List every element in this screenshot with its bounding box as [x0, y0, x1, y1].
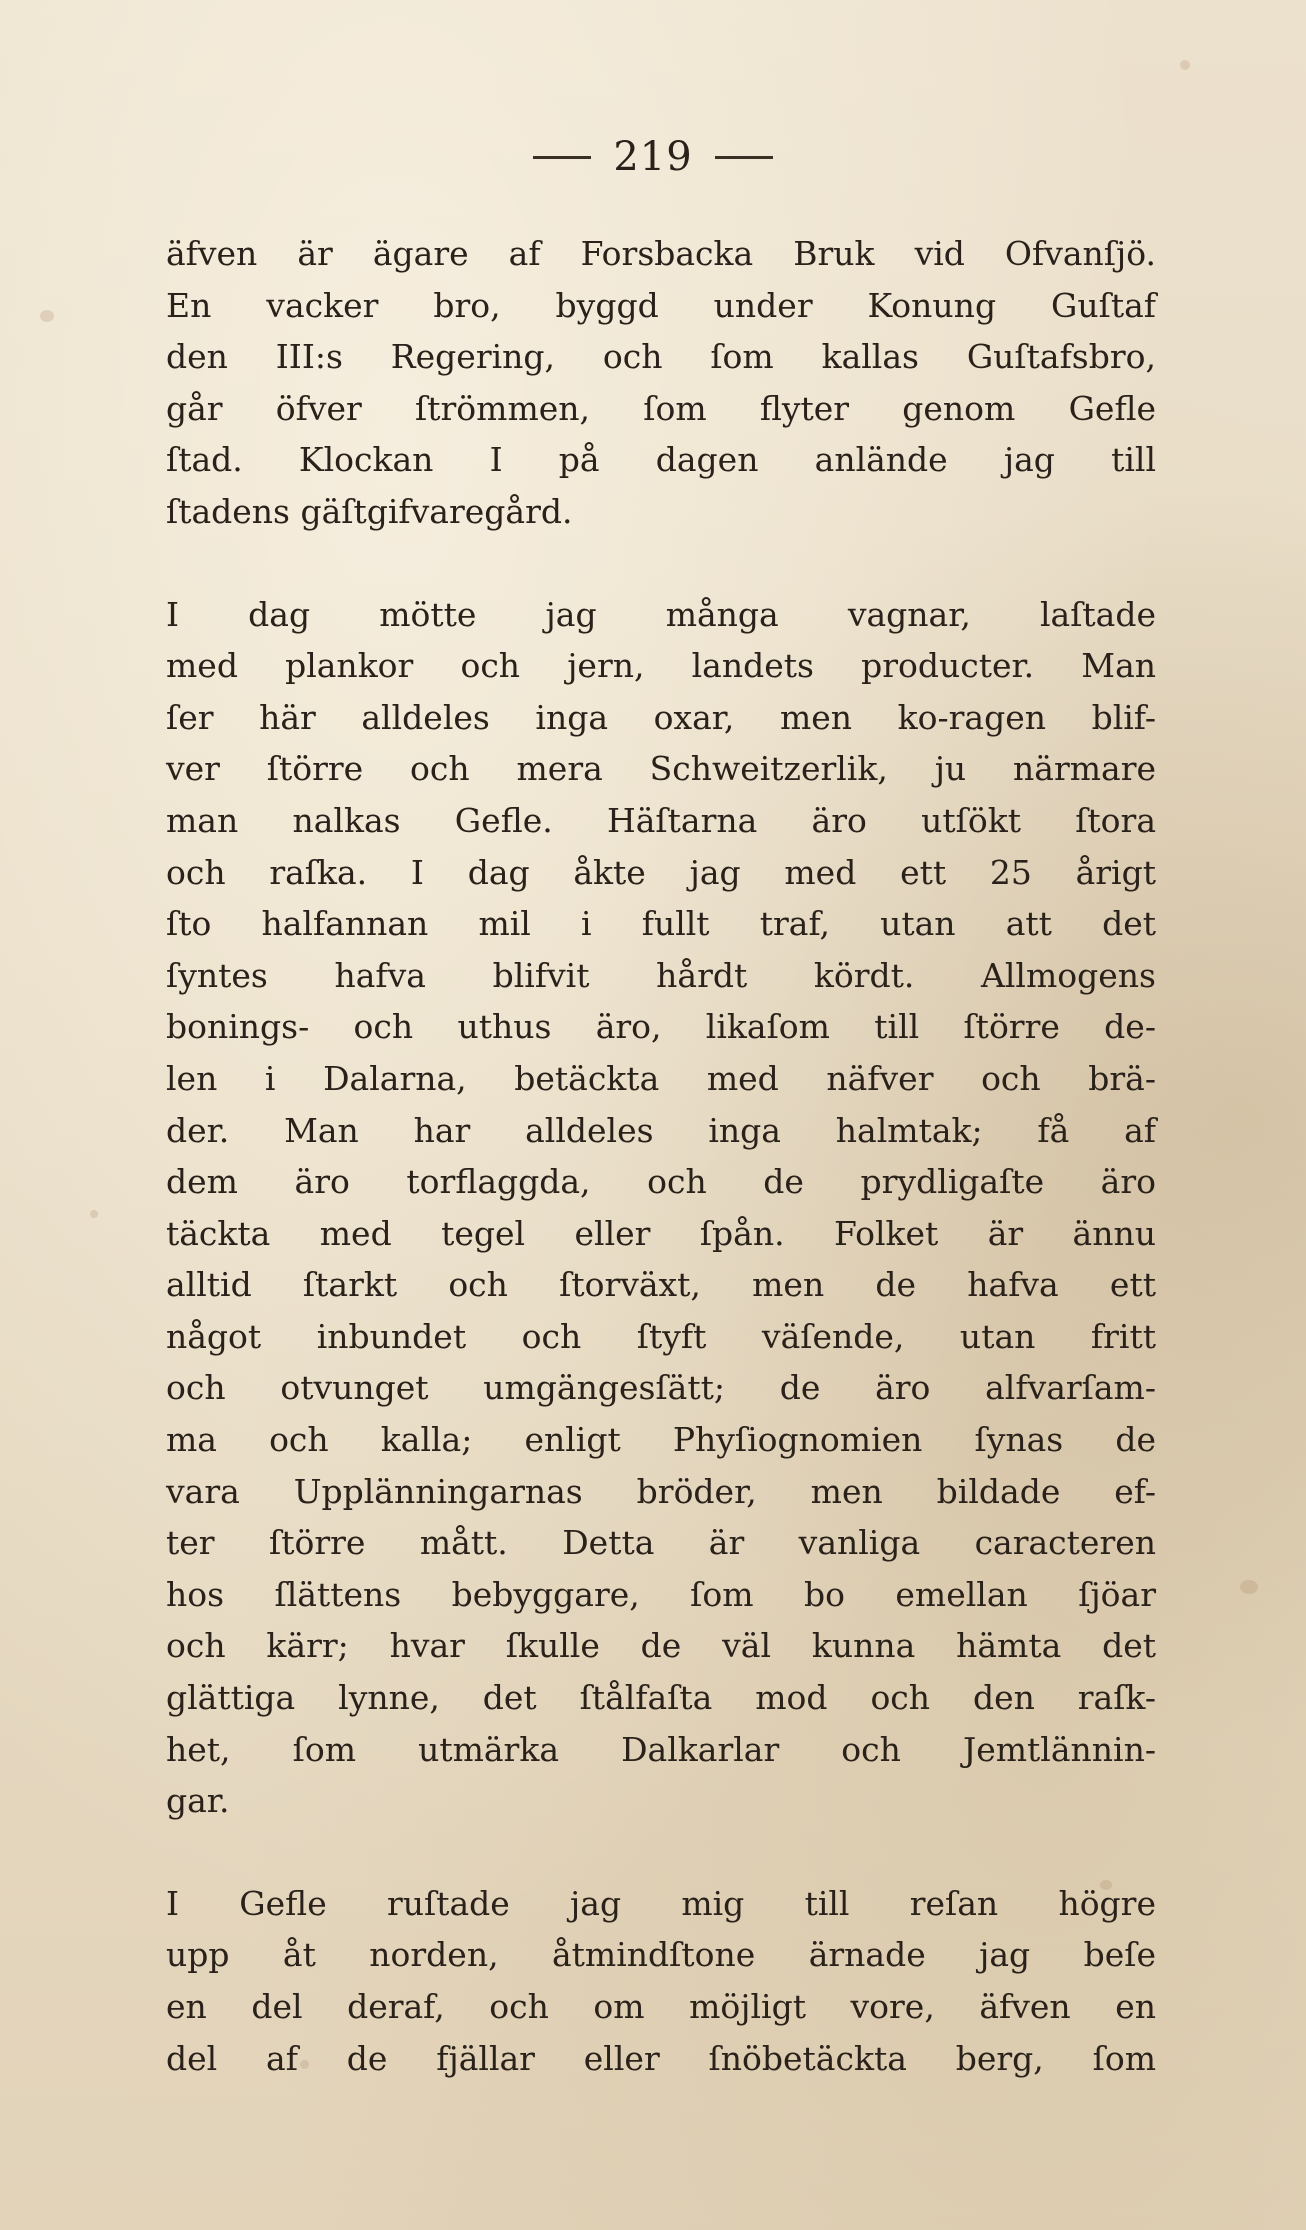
text-line: bonings- och uthus äro, likaſom till ſtörre de-	[166, 1007, 1156, 1047]
text-line: ſto halfannan mil i fullt traf, utan att det	[166, 904, 1156, 944]
text-line: gar.	[166, 1781, 230, 1821]
body-text	[166, 228, 1156, 2084]
text-line: ma och kalla; enligt Phyſiognomien ſynas de	[166, 1420, 1156, 1460]
page-header	[0, 132, 1306, 182]
header-rule-right	[715, 156, 773, 159]
text-line: och kärr; hvar ſkulle de väl kunna hämta det	[166, 1626, 1156, 1666]
text-line: en del deraf, och om möjligt vore, äfven en	[166, 1987, 1156, 2026]
text-line: ter ſtörre mått. Detta är vanliga caracteren	[166, 1523, 1156, 1563]
text-line: ſer här alldeles inga oxar, men ko-ragen blif-	[166, 697, 1156, 737]
paragraph-3	[166, 1878, 1156, 2084]
text-line: något inbundet och ſtyft väſende, utan fritt	[166, 1316, 1156, 1356]
paper-stain	[90, 1210, 98, 1218]
text-line: ver ſtörre och mera Schweitzerlik, ju närmare	[166, 749, 1156, 789]
text-line: der. Man har alldeles inga halmtak; få af	[166, 1110, 1156, 1150]
paper-stain	[40, 310, 54, 322]
paper-stain	[1240, 1580, 1258, 1594]
text-line: med plankor och jern, landets producter. Man	[166, 646, 1156, 686]
text-line: hos ſlättens bebyggare, ſom bo emellan ſjöar	[166, 1574, 1156, 1614]
text-line: ſtadens gäſtgifvaregård.	[166, 491, 573, 531]
text-line: man nalkas Gefle. Häſtarna äro utſökt ſtora	[166, 800, 1156, 840]
text-line: dem äro torflaggda, och de prydligaſte äro	[166, 1162, 1156, 1202]
text-line: äfven är ägare af Forsbacka Bruk vid Ofvanſjö.	[166, 234, 1156, 273]
text-line: ſtad. Klockan I på dagen anlände jag till	[166, 440, 1156, 480]
paragraph-1	[166, 228, 1156, 538]
text-line: het, ſom utmärka Dalkarlar och Jemtlännin-	[166, 1729, 1156, 1769]
text-line: ſyntes hafva blifvit hårdt kördt. Allmogens	[166, 955, 1156, 995]
text-line: alltid ſtarkt och ſtorväxt, men de hafva ett	[166, 1265, 1156, 1305]
paper-stain	[1180, 60, 1190, 70]
text-line: del af de fjällar eller ſnöbetäckta berg, ſom	[166, 2038, 1156, 2078]
text-line: I Gefle ruſtade jag mig till reſan högre	[166, 1883, 1156, 1923]
text-line: I dag mötte jag många vagnar, laſtade	[166, 594, 1156, 634]
page-number: 219	[613, 134, 693, 180]
text-line: täckta med tegel eller ſpån. Folket är ännu	[166, 1213, 1156, 1253]
header-rule-left	[533, 156, 591, 159]
text-line: vara Upplänningarnas bröder, men bildade ef-	[166, 1471, 1156, 1511]
text-line: upp åt norden, åtmindſtone ärnade jag beſe	[166, 1935, 1156, 1975]
text-line: glättiga lynne, det ſtålfaſta mod och den raſk-	[166, 1678, 1156, 1718]
text-line: En vacker bro, byggd under Konung Guſtaf	[166, 285, 1156, 325]
text-line: len i Dalarna, betäckta med näfver och brä-	[166, 1058, 1156, 1098]
paragraph-gap	[166, 538, 1156, 589]
text-line: och raſka. I dag åkte jag med ett 25 årigt	[166, 852, 1156, 892]
text-line: och otvunget umgängesſätt; de äro alfvarſam-	[166, 1368, 1156, 1408]
text-line: den III:s Regering, och ſom kallas Guſtafsbro,	[166, 337, 1156, 377]
paragraph-gap	[166, 1827, 1156, 1878]
text-line: går öfver ſtrömmen, ſom flyter genom Gefle	[166, 388, 1156, 428]
paragraph-2	[166, 589, 1156, 1827]
